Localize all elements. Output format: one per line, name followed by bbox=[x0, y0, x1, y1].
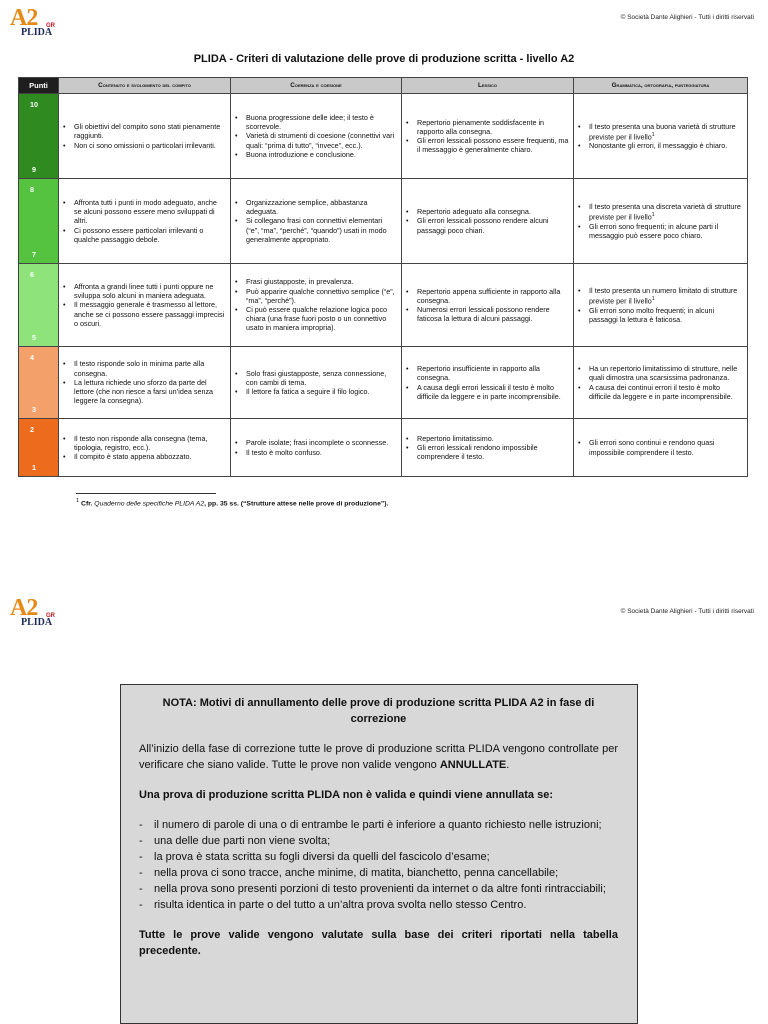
criteria-list bbox=[406, 287, 569, 324]
criteria-item: • Nonostante gli errori, il messaggio è chiaro. bbox=[586, 141, 743, 150]
copyright-notice-page2: © Società Dante Alighieri - Tutti i diritti riservati bbox=[620, 608, 754, 615]
criteria-item: • Il testo presenta una discreta varietà di strutture previste per il livello$^1$ bbox=[586, 202, 743, 222]
criteria-item: • Non ci sono omissioni o particolari irrilevanti. bbox=[71, 141, 226, 150]
criteria-item: • Ha un repertorio limitatissimo di strutture, nelle quali dimostra una scarsissima padronanza. bbox=[586, 364, 743, 382]
evaluation-criteria-table bbox=[18, 77, 748, 477]
criteria-item: • Gli obiettivi del compito sono stati pienamente raggiunti. bbox=[71, 122, 226, 140]
coherence-cell bbox=[231, 347, 402, 419]
criteria-item: • Repertorio insufficiente in rapporto alla consegna. bbox=[414, 364, 569, 382]
criteria-list bbox=[406, 118, 569, 155]
criteria-list bbox=[406, 364, 569, 401]
criteria-item: • Il testo non risponde alla consegna (tema, tipologia, registro, ecc.). bbox=[71, 434, 226, 452]
header-coherence: Coerenza e coesione bbox=[231, 78, 402, 94]
score-cell bbox=[19, 179, 59, 264]
criteria-item: • Può apparire qualche connettivo semplice (“e”, “ma”, “perché”). bbox=[243, 287, 397, 305]
content-cell bbox=[59, 419, 231, 477]
score-cell bbox=[19, 264, 59, 347]
criteria-list bbox=[235, 277, 397, 332]
criteria-list bbox=[63, 359, 226, 405]
lexicon-cell bbox=[402, 264, 574, 347]
criteria-list bbox=[235, 369, 397, 397]
criteria-item: • Gli errori sono molto frequenti; in alcuni passaggi la lettura è faticosa. bbox=[586, 306, 743, 324]
lexicon-cell bbox=[402, 179, 574, 264]
criteria-list bbox=[63, 198, 226, 244]
lexicon-cell bbox=[402, 94, 574, 179]
criteria-item: • Solo frasi giustapposte, senza connessione, con cambi di tema. bbox=[243, 369, 397, 387]
score-low: 7 bbox=[32, 249, 36, 259]
criteria-item: • Gli errori sono continui e rendono quasi impossibile comprendere il testo. bbox=[586, 438, 743, 456]
criteria-list bbox=[578, 202, 743, 240]
note-title: NOTA: Motivi di annullamento delle prove di produzione scritta PLIDA A2 in fase di correzione bbox=[162, 697, 595, 725]
criteria-list bbox=[63, 282, 226, 328]
coherence-cell bbox=[231, 179, 402, 264]
note-closing: Tutte le prove valide vengono valutate sulla base dei criteri riportati nella tabella precedente. bbox=[139, 929, 618, 957]
criteria-item: • Ci possono essere particolari irrilevanti o qualche passaggio debole. bbox=[71, 226, 226, 244]
table-row bbox=[19, 347, 748, 419]
criteria-list bbox=[406, 434, 569, 462]
footnote-separator bbox=[76, 493, 216, 494]
criteria-item: • Gli errori lessicali rendono impossibile comprendere il testo. bbox=[414, 443, 569, 461]
criteria-item: • Il testo presenta una buona varietà di strutture previste per il livello$^1$ bbox=[586, 122, 743, 142]
note-subtitle: Una prova di produzione scritta PLIDA non è valida e quindi viene annullata se: bbox=[139, 789, 553, 801]
score-low: 1 bbox=[32, 462, 36, 472]
score-high: 4 bbox=[30, 353, 34, 362]
footnote-ref: 1 bbox=[651, 131, 655, 138]
criteria-list bbox=[578, 438, 743, 456]
criteria-list bbox=[63, 122, 226, 150]
table-header-row bbox=[19, 78, 748, 94]
criteria-item: • Gli errori lessicali possono rendere alcuni passaggi poco chiari. bbox=[414, 216, 569, 234]
criteria-item: • Numerosi errori lessicali possono rendere faticosa la lettura di alcuni passaggi. bbox=[414, 305, 569, 323]
criteria-item: • Affronta a grandi linee tutti i punti oppure ne sviluppa solo alcuni in maniera adeguata. bbox=[71, 282, 226, 300]
list-item: - nella prova ci sono tracce, anche minime, di matita, bianchetto, penna cancellabile; bbox=[139, 865, 618, 881]
criteria-item: • Frasi giustapposte, in prevalenza. bbox=[243, 277, 397, 286]
criteria-item: • Affronta tutti i punti in modo adeguato, anche se alcuni possono essere meno sviluppati di altri. bbox=[71, 198, 226, 226]
coherence-cell bbox=[231, 94, 402, 179]
header-grammar: Grammatica, ortografia, punteggiatura bbox=[574, 78, 748, 94]
criteria-item: • La lettura richiede uno sforzo da parte del lettore (che non riesce a farsi un’idea senza leggere la consegna). bbox=[71, 378, 226, 406]
content-cell bbox=[59, 94, 231, 179]
criteria-list bbox=[235, 438, 397, 456]
criteria-item: • Repertorio pienamente soddisfacente in rapporto alla consegna. bbox=[414, 118, 569, 136]
plida-a2-logo-page2: A2 GR PLIDA bbox=[10, 595, 55, 628]
criteria-item: • Il testo è molto confuso. bbox=[243, 448, 397, 457]
criteria-list bbox=[235, 198, 397, 244]
note-intro: All’inizio della fase di correzione tutte le prove di produzione scritta PLIDA vengono controllate per verificare che siano valide. Tutte le prove non valide vengono ANNULLATE. bbox=[139, 743, 618, 771]
criteria-item: • Gli errori sono frequenti; in alcune parti il messaggio può essere poco chiaro. bbox=[586, 222, 743, 240]
criteria-item: • Buona introduzione e conclusione. bbox=[243, 150, 397, 159]
footnote: $^1$ Cfr. Quaderno delle specifiche PLIDA A2, pp. 35 ss. (“Strutture attese nelle prove di produzione”). bbox=[76, 498, 389, 508]
criteria-list bbox=[63, 434, 226, 462]
plida-a2-logo: A2 GR PLIDA bbox=[10, 5, 55, 38]
header-lexicon: Lessico bbox=[402, 78, 574, 94]
criteria-list bbox=[578, 286, 743, 324]
score-high: 2 bbox=[30, 425, 34, 434]
table-row bbox=[19, 264, 748, 347]
table-row bbox=[19, 179, 748, 264]
score-low: 9 bbox=[32, 164, 36, 174]
content-cell bbox=[59, 347, 231, 419]
score-low: 3 bbox=[32, 404, 36, 414]
criteria-item: • Il lettore fa fatica a seguire il filo logico. bbox=[243, 387, 397, 396]
criteria-item: • Ci può essere qualche relazione logica poco chiara (una frase fuori posto o un connettivo usato in maniera impropria). bbox=[243, 305, 397, 333]
grammar-cell bbox=[574, 179, 748, 264]
grammar-cell bbox=[574, 347, 748, 419]
content-cell bbox=[59, 264, 231, 347]
criteria-item: • Si collegano frasi con connettivi elementari (“e”, “ma”, “perché”, “quando”) usati in modo generalmente appropriato. bbox=[243, 216, 397, 244]
coherence-cell bbox=[231, 419, 402, 477]
list-item: - il numero di parole di una o di entrambe le parti è inferiore a quanto richiesto nelle istruzioni; bbox=[139, 817, 618, 833]
criteria-item: • A causa degli errori lessicali il testo è molto difficile da leggere e in parte incomprensibile. bbox=[414, 383, 569, 401]
criteria-item: • Il messaggio generale è trasmesso al lettore, anche se ci possono essere passaggi imprecisi o oscuri. bbox=[71, 300, 226, 328]
criteria-list bbox=[235, 113, 397, 159]
header-punti: Punti bbox=[19, 78, 59, 94]
criteria-item: • Parole isolate; frasi incomplete o sconnesse. bbox=[243, 438, 397, 447]
score-high: 8 bbox=[30, 185, 34, 194]
page-title: PLIDA - Criteri di valutazione delle prove di produzione scritta - livello A2 bbox=[193, 53, 575, 65]
list-item: - nella prova sono presenti porzioni di testo provenienti da internet o da altre fonti rintracciabili; bbox=[139, 881, 618, 897]
score-cell bbox=[19, 419, 59, 477]
criteria-item: • Gli errori lessicali possono essere frequenti, ma il messaggio è generalmente chiaro. bbox=[414, 136, 569, 154]
score-cell bbox=[19, 94, 59, 179]
criteria-list bbox=[406, 207, 569, 235]
score-cell bbox=[19, 347, 59, 419]
header-content: Contenuto e svolgimento del compito bbox=[59, 78, 231, 94]
lexicon-cell bbox=[402, 419, 574, 477]
criteria-item: • Organizzazione semplice, abbastanza adeguata. bbox=[243, 198, 397, 216]
list-item: - la prova è stata scritta su fogli diversi da quelli del fascicolo d’esame; bbox=[139, 849, 618, 865]
lexicon-cell bbox=[402, 347, 574, 419]
criteria-list bbox=[578, 364, 743, 401]
footnote-source: Quaderno delle specifiche PLIDA A2 bbox=[94, 500, 205, 508]
grammar-cell bbox=[574, 419, 748, 477]
score-high: 6 bbox=[30, 270, 34, 279]
criteria-item: • Il compito è stato appena abbozzato. bbox=[71, 452, 226, 461]
score-high: 10 bbox=[30, 100, 38, 109]
grammar-cell bbox=[574, 94, 748, 179]
coherence-cell bbox=[231, 264, 402, 347]
footnote-ref: 1 bbox=[651, 212, 655, 219]
criteria-item: • Repertorio limitatissimo. bbox=[414, 434, 569, 443]
criteria-item: • Repertorio appena sufficiente in rapporto alla consegna. bbox=[414, 287, 569, 305]
copyright-notice: © Società Dante Alighieri - Tutti i diritti riservati bbox=[620, 14, 754, 21]
table-row bbox=[19, 94, 748, 179]
score-low: 5 bbox=[32, 332, 36, 342]
criteria-item: • Il testo presenta un numero limitato di strutture previste per il livello$^1$ bbox=[586, 286, 743, 306]
criteria-item: • Il testo risponde solo in minima parte alla consegna. bbox=[71, 359, 226, 377]
criteria-item: • Varietà di strumenti di coesione (connettivi vari quali: “prima di tutto”, “invece”, ecc.). bbox=[243, 131, 397, 149]
criteria-item: • A causa dei continui errori il testo è molto difficile da leggere e in parte incomprensibile. bbox=[586, 383, 743, 401]
list-item: - una delle due parti non viene svolta; bbox=[139, 833, 618, 849]
content-cell bbox=[59, 179, 231, 264]
footnote-ref: 1 bbox=[651, 296, 655, 303]
criteria-item: • Buona progressione delle idee; il testo è scorrevole. bbox=[243, 113, 397, 131]
annulment-note-box bbox=[120, 684, 638, 1024]
table-row bbox=[19, 419, 748, 477]
list-item: - risulta identica in parte o del tutto a un’altra prova svolta nello stesso Centro. bbox=[139, 897, 618, 913]
criteria-list bbox=[578, 122, 743, 151]
annulment-reasons-list bbox=[139, 817, 618, 913]
criteria-item: • Repertorio adeguato alla consegna. bbox=[414, 207, 569, 216]
grammar-cell bbox=[574, 264, 748, 347]
